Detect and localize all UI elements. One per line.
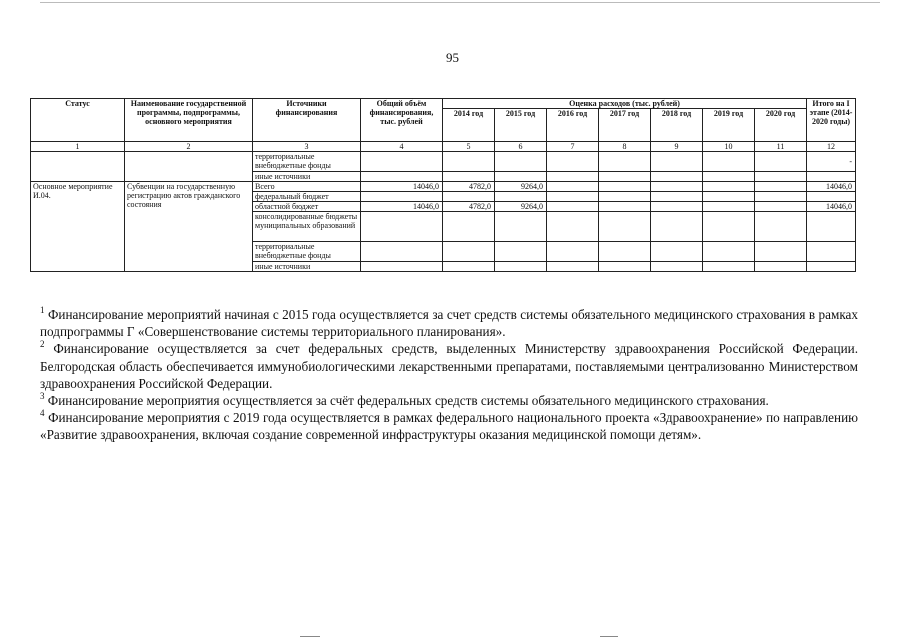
page-number: 95 xyxy=(446,50,459,65)
value-cell xyxy=(495,212,547,242)
value-cell xyxy=(703,212,755,242)
value-cell: 4782,0 xyxy=(443,202,495,212)
value-cell xyxy=(495,152,547,172)
header-year: 2014 год xyxy=(443,109,495,142)
value-cell xyxy=(703,262,755,272)
value-cell xyxy=(651,182,703,192)
source-cell: иные источники xyxy=(253,262,361,272)
value-cell xyxy=(651,262,703,272)
value-cell xyxy=(651,192,703,202)
source-cell: территориальные внебюджетные фонды xyxy=(253,152,361,172)
column-number: 9 xyxy=(651,142,703,152)
value-cell xyxy=(547,262,599,272)
value-cell xyxy=(361,152,443,172)
column-number: 3 xyxy=(253,142,361,152)
itogo-cell: 14046,0 xyxy=(807,202,856,212)
value-cell xyxy=(651,172,703,182)
footnote-marker: 2 xyxy=(40,339,45,350)
value-cell xyxy=(703,152,755,172)
header-sources: Источники финансирования xyxy=(253,99,361,142)
value-cell: 9264,0 xyxy=(495,182,547,192)
source-cell: консолидированные бюджеты муниципальных образований xyxy=(253,212,361,242)
footnote-text: Финансирование мероприятия осуществляется за счёт федеральных средств системы обязательного медицинского страхования. xyxy=(47,393,769,409)
column-number: 10 xyxy=(703,142,755,152)
value-cell xyxy=(495,192,547,202)
source-cell: иные источники xyxy=(253,172,361,182)
header-total-volume: Общий объём финансирования, тыс. рублей xyxy=(361,99,443,142)
scan-edge-line xyxy=(40,2,880,3)
column-number: 11 xyxy=(755,142,807,152)
value-cell: 9264,0 xyxy=(495,202,547,212)
source-cell: Всего xyxy=(253,182,361,192)
value-cell xyxy=(755,242,807,262)
value-cell xyxy=(547,182,599,192)
value-cell xyxy=(443,152,495,172)
value-cell xyxy=(703,182,755,192)
column-number: 2 xyxy=(125,142,253,152)
table-row xyxy=(31,182,856,192)
value-cell xyxy=(547,202,599,212)
source-cell: областной бюджет xyxy=(253,202,361,212)
scan-edge-line xyxy=(300,636,320,637)
value-cell xyxy=(547,152,599,172)
column-number: 7 xyxy=(547,142,599,152)
value-cell xyxy=(703,242,755,262)
financing-table-wrapper xyxy=(30,98,856,272)
footnote xyxy=(40,392,858,409)
financing-table xyxy=(30,98,856,272)
value-cell xyxy=(547,212,599,242)
scan-edge-line xyxy=(600,636,618,637)
header-year: 2018 год xyxy=(651,109,703,142)
header-year: 2019 год xyxy=(703,109,755,142)
value-cell xyxy=(755,182,807,192)
value-cell xyxy=(755,212,807,242)
value-cell xyxy=(651,202,703,212)
header-itogo: Итого на I этапе (2014-2020 годы) xyxy=(807,99,856,142)
value-cell xyxy=(651,242,703,262)
value-cell xyxy=(755,172,807,182)
source-cell: федеральный бюджет xyxy=(253,192,361,202)
value-cell xyxy=(599,242,651,262)
value-cell xyxy=(599,212,651,242)
value-cell xyxy=(599,172,651,182)
value-cell xyxy=(547,172,599,182)
value-cell xyxy=(443,172,495,182)
value-cell xyxy=(443,212,495,242)
header-year: 2017 год xyxy=(599,109,651,142)
value-cell xyxy=(361,212,443,242)
itogo-cell xyxy=(807,262,856,272)
itogo-cell xyxy=(807,192,856,202)
column-number: 1 xyxy=(31,142,125,152)
value-cell xyxy=(755,262,807,272)
itogo-cell: 14046,0 xyxy=(807,182,856,192)
column-number: 5 xyxy=(443,142,495,152)
footnote-text: Финансирование осуществляется за счет федеральных средств, выделенных Министерству здравоохранения Российской Федерации. Белгородская область обеспечивается иммунобиологическими лекарственными препаратами, поставляемыми централизованно Министерством здравоохранения Российской Федерации. xyxy=(40,341,859,391)
value-cell xyxy=(703,172,755,182)
value-cell xyxy=(495,172,547,182)
value-cell xyxy=(361,192,443,202)
status-cell: Основное мероприятие И.04. xyxy=(31,182,125,272)
value-cell xyxy=(599,152,651,172)
column-number: 6 xyxy=(495,142,547,152)
header-year: 2015 год xyxy=(495,109,547,142)
value-cell xyxy=(703,202,755,212)
header-status: Статус xyxy=(31,99,125,142)
footnote xyxy=(40,306,858,340)
value-cell xyxy=(361,262,443,272)
value-cell xyxy=(361,172,443,182)
itogo-cell: - xyxy=(807,152,856,172)
column-number: 12 xyxy=(807,142,856,152)
name-cell: Субвенции на государственную регистрацию актов гражданского состояния xyxy=(125,182,253,272)
value-cell xyxy=(755,192,807,202)
footnotes xyxy=(40,306,858,444)
value-cell xyxy=(443,192,495,202)
value-cell xyxy=(703,192,755,202)
footnote-marker: 1 xyxy=(40,305,45,315)
header-name: Наименование государственной программы, подпрограммы, основного мероприятия xyxy=(125,99,253,142)
value-cell xyxy=(651,212,703,242)
table-row xyxy=(31,152,856,172)
footnote xyxy=(40,409,858,443)
status-cell xyxy=(31,152,125,182)
itogo-cell xyxy=(807,212,856,242)
value-cell xyxy=(755,202,807,212)
itogo-cell xyxy=(807,172,856,182)
name-cell xyxy=(125,152,253,182)
value-cell xyxy=(599,262,651,272)
value-cell xyxy=(443,242,495,262)
value-cell: 14046,0 xyxy=(361,182,443,192)
value-cell xyxy=(495,242,547,262)
footnote xyxy=(40,340,858,392)
value-cell xyxy=(599,192,651,202)
header-estimate-group: Оценка расходов (тыс. рублей) xyxy=(443,99,807,109)
header-year: 2020 год xyxy=(755,109,807,142)
value-cell xyxy=(651,152,703,172)
source-cell: территориальные внебюджетные фонды xyxy=(253,242,361,262)
value-cell xyxy=(495,262,547,272)
value-cell xyxy=(755,152,807,172)
footnote-marker: 3 xyxy=(40,391,45,402)
footnote-marker: 4 xyxy=(40,408,45,419)
value-cell xyxy=(547,242,599,262)
column-number-row xyxy=(31,142,856,152)
value-cell xyxy=(599,202,651,212)
column-number: 8 xyxy=(599,142,651,152)
column-number: 4 xyxy=(361,142,443,152)
itogo-cell xyxy=(807,242,856,262)
value-cell: 14046,0 xyxy=(361,202,443,212)
value-cell: 4782,0 xyxy=(443,182,495,192)
header-year: 2016 год xyxy=(547,109,599,142)
footnote-text: Финансирование мероприятий начиная с 2015 года осуществляется за счет средств системы обязательного медицинского страхования в рамках подпрограммы Г «Совершенствование системы территориального планирования». xyxy=(40,307,858,340)
value-cell xyxy=(599,182,651,192)
value-cell xyxy=(547,192,599,202)
value-cell xyxy=(361,242,443,262)
value-cell xyxy=(443,262,495,272)
footnote-text: Финансирование мероприятия с 2019 года осуществляется в рамках федерального национального проекта «Здравоохранение» по направлению «Развитие здравоохранения, включая создание современной инфраструктуры оказания медицинской помощи детям». xyxy=(40,410,858,443)
